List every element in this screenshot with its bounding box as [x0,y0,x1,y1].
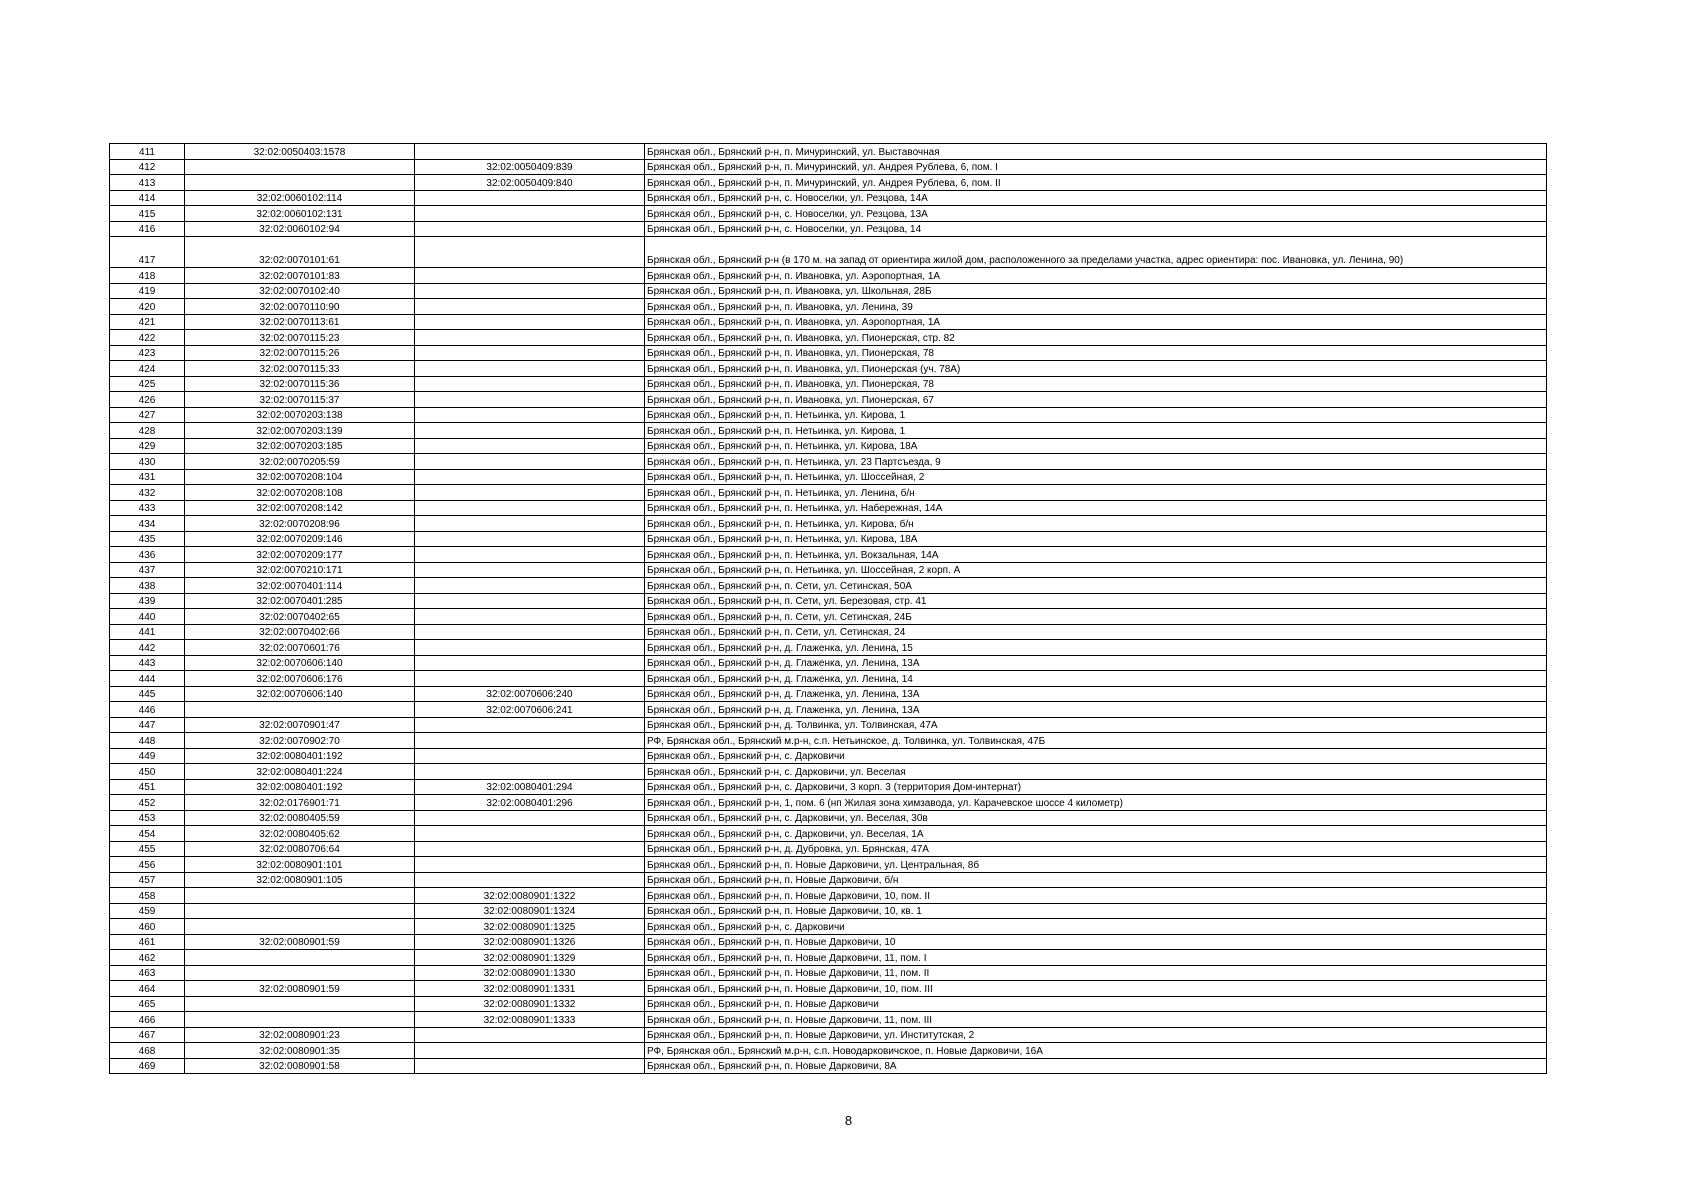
new-cadastral-number-cell [415,733,645,749]
new-cadastral-number-cell: 32:02:0080901:1324 [415,903,645,919]
cadastral-number-cell: 32:02:0080901:35 [185,1043,415,1059]
new-cadastral-number-cell [415,826,645,842]
address-cell: Брянская обл., Брянский р-н, п. Нетьинка, ул. Шоссейная, 2 [645,469,1547,485]
new-cadastral-number-cell [415,593,645,609]
new-cadastral-number-cell: 32:02:0080901:1331 [415,981,645,997]
address-cell: Брянская обл., Брянский р-н, с. Новоселки, ул. Резцова, 13А [645,206,1547,222]
table-row [110,547,1547,563]
table-row [110,407,1547,423]
table-row [110,655,1547,671]
new-cadastral-number-cell [415,299,645,315]
new-cadastral-number-cell [415,314,645,330]
cadastral-number-cell: 32:02:0070115:33 [185,361,415,377]
cadastral-number-cell: 32:02:0070208:108 [185,485,415,501]
cadastral-number-cell: 32:02:0070402:66 [185,624,415,640]
new-cadastral-number-cell [415,392,645,408]
page-number: 8 [844,1113,853,1128]
address-cell: Брянская обл., Брянский р-н, п. Новые Дарковичи, 10 [645,934,1547,950]
cadastral-number-cell: 32:02:0070208:104 [185,469,415,485]
row-number-cell: 429 [110,438,185,454]
row-number-cell: 444 [110,671,185,687]
new-cadastral-number-cell [415,500,645,516]
new-cadastral-number-cell [415,407,645,423]
row-number-cell: 469 [110,1058,185,1074]
row-number-cell: 426 [110,392,185,408]
table-row [110,423,1547,439]
cadastral-number-cell: 32:02:0060102:131 [185,206,415,222]
address-cell: Брянская обл., Брянский р-н, с. Дарковичи, ул. Веселая [645,764,1547,780]
cadastral-number-cell: 32:02:0070203:139 [185,423,415,439]
address-cell: Брянская обл., Брянский р-н, п. Нетьинка, ул. Кирова, 18А [645,438,1547,454]
new-cadastral-number-cell [415,330,645,346]
new-cadastral-number-cell [415,454,645,470]
table-row [110,469,1547,485]
address-cell: Брянская обл., Брянский р-н, п. Новые Дарковичи, 10, пом. II [645,888,1547,904]
table-row [110,857,1547,873]
new-cadastral-number-cell [415,640,645,656]
table-row [110,376,1547,392]
table-row [110,919,1547,935]
table-row [110,810,1547,826]
new-cadastral-number-cell [415,206,645,222]
new-cadastral-number-cell [415,531,645,547]
row-number-cell: 453 [110,810,185,826]
address-cell: Брянская обл., Брянский р-н, п. Сети, ул. Сетинская, 50А [645,578,1547,594]
address-cell: Брянская обл., Брянский р-н, с. Новоселки, ул. Резцова, 14 [645,221,1547,237]
new-cadastral-number-cell [415,562,645,578]
table-row [110,702,1547,718]
row-number-cell: 413 [110,175,185,191]
row-number-cell: 441 [110,624,185,640]
address-cell: Брянская обл., Брянский р-н, п. Ивановка, ул. Пионерская, 78 [645,345,1547,361]
table-row [110,841,1547,857]
cadastral-number-cell: 32:02:0080901:59 [185,934,415,950]
new-cadastral-number-cell: 32:02:0080901:1329 [415,950,645,966]
new-cadastral-number-cell [415,361,645,377]
row-number-cell: 428 [110,423,185,439]
table-row [110,671,1547,687]
address-cell: Брянская обл., Брянский р-н, п. Новые Дарковичи, 11, пом. II [645,965,1547,981]
row-number-cell: 465 [110,996,185,1012]
address-cell: Брянская обл., Брянский р-н, п. Нетьинка, ул. Кирова, 18А [645,531,1547,547]
new-cadastral-number-cell: 32:02:0080901:1330 [415,965,645,981]
new-cadastral-number-cell [415,190,645,206]
address-cell: Брянская обл., Брянский р-н, п. Новые Дарковичи, 10, кв. 1 [645,903,1547,919]
cadastral-number-cell: 32:02:0070110:90 [185,299,415,315]
table-row [110,268,1547,284]
row-number-cell: 435 [110,531,185,547]
row-number-cell: 452 [110,795,185,811]
table-row [110,345,1547,361]
cadastral-number-cell: 32:02:0070209:146 [185,531,415,547]
table-row [110,361,1547,377]
new-cadastral-number-cell [415,717,645,733]
cadastral-number-cell: 32:02:0080706:64 [185,841,415,857]
address-cell: Брянская обл., Брянский р-н, п. Новые Дарковичи, ул. Центральная, 8б [645,857,1547,873]
cadastral-number-cell: 32:02:0080901:23 [185,1027,415,1043]
table-body [110,144,1547,1074]
cadastral-number-cell: 32:02:0070102:40 [185,283,415,299]
address-cell: Брянская обл., Брянский р-н, д. Глаженка, ул. Ленина, 13А [645,655,1547,671]
row-number-cell: 427 [110,407,185,423]
row-number-cell: 438 [110,578,185,594]
cadastral-number-cell [185,965,415,981]
row-number-cell: 451 [110,779,185,795]
row-number-cell: 411 [110,144,185,160]
cadastral-number-cell: 32:02:0070401:114 [185,578,415,594]
row-number-cell: 431 [110,469,185,485]
row-number-cell: 421 [110,314,185,330]
address-cell: Брянская обл., Брянский р-н, п. Новые Дарковичи, ул. Институтская, 2 [645,1027,1547,1043]
table-row [110,578,1547,594]
new-cadastral-number-cell [415,1027,645,1043]
new-cadastral-number-cell [415,283,645,299]
row-number-cell: 460 [110,919,185,935]
cadastral-number-cell: 32:02:0176901:71 [185,795,415,811]
cadastral-number-cell [185,175,415,191]
row-number-cell: 458 [110,888,185,904]
address-cell: Брянская обл., Брянский р-н, п. Ивановка, ул. Пионерская, 67 [645,392,1547,408]
address-cell: Брянская обл., Брянский р-н, п. Нетьинка, ул. Кирова, 1 [645,423,1547,439]
address-cell: Брянская обл., Брянский р-н, п. Мичуринский, ул. Андрея Рублева, 6, пом. II [645,175,1547,191]
row-number-cell: 434 [110,516,185,532]
table-row [110,1012,1547,1028]
new-cadastral-number-cell [415,469,645,485]
new-cadastral-number-cell: 32:02:0070606:241 [415,702,645,718]
row-number-cell: 462 [110,950,185,966]
cadastral-number-cell: 32:02:0070115:23 [185,330,415,346]
new-cadastral-number-cell [415,857,645,873]
cadastral-number-cell [185,888,415,904]
table-row [110,330,1547,346]
row-number-cell: 432 [110,485,185,501]
address-cell: Брянская обл., Брянский р-н, п. Нетьинка, ул. 23 Партсъезда, 9 [645,454,1547,470]
row-number-cell: 457 [110,872,185,888]
cadastral-number-cell: 32:02:0070209:177 [185,547,415,563]
row-number-cell: 468 [110,1043,185,1059]
table-row [110,144,1547,160]
address-cell: Брянская обл., Брянский р-н, с. Дарковичи [645,919,1547,935]
new-cadastral-number-cell [415,764,645,780]
table-row [110,1027,1547,1043]
row-number-cell: 456 [110,857,185,873]
address-cell: Брянская обл., Брянский р-н, с. Дарковичи, ул. Веселая, 1А [645,826,1547,842]
address-cell: Брянская обл., Брянский р-н, п. Ивановка, ул. Пионерская, 78 [645,376,1547,392]
row-number-cell: 467 [110,1027,185,1043]
new-cadastral-number-cell [415,1043,645,1059]
row-number-cell: 422 [110,330,185,346]
row-number-cell: 455 [110,841,185,857]
row-number-cell: 417 [110,237,185,268]
row-number-cell: 415 [110,206,185,222]
address-cell: Брянская обл., Брянский р-н, п. Нетьинка, ул. Вокзальная, 14А [645,547,1547,563]
new-cadastral-number-cell [415,624,645,640]
new-cadastral-number-cell [415,872,645,888]
table-row [110,1043,1547,1059]
address-cell: Брянская обл., Брянский р-н, п. Ивановка, ул. Аэропортная, 1А [645,268,1547,284]
new-cadastral-number-cell [415,144,645,160]
cadastral-number-cell [185,1012,415,1028]
row-number-cell: 466 [110,1012,185,1028]
table-row [110,624,1547,640]
table-row [110,640,1547,656]
new-cadastral-number-cell: 32:02:0080901:1325 [415,919,645,935]
address-cell: Брянская обл., Брянский р-н, п. Мичуринский, ул. Выставочная [645,144,1547,160]
cadastral-number-cell: 32:02:0070115:26 [185,345,415,361]
new-cadastral-number-cell: 32:02:0050409:840 [415,175,645,191]
address-cell: Брянская обл., Брянский р-н, с. Дарковичи [645,748,1547,764]
cadastral-number-cell [185,919,415,935]
table-row [110,733,1547,749]
new-cadastral-number-cell [415,841,645,857]
address-cell: Брянская обл., Брянский р-н, д. Глаженка, ул. Ленина, 13А [645,702,1547,718]
row-number-cell: 449 [110,748,185,764]
new-cadastral-number-cell: 32:02:0080901:1326 [415,934,645,950]
address-cell: Брянская обл., Брянский р-н, п. Нетьинка, ул. Кирова, б/н [645,516,1547,532]
address-cell: Брянская обл., Брянский р-н, с. Дарковичи, ул. Веселая, 30в [645,810,1547,826]
table-row [110,438,1547,454]
new-cadastral-number-cell [415,578,645,594]
table-row [110,826,1547,842]
cadastral-number-cell: 32:02:0060102:94 [185,221,415,237]
new-cadastral-number-cell: 32:02:0070606:240 [415,686,645,702]
address-cell: Брянская обл., Брянский р-н, п. Ивановка, ул. Школьная, 28Б [645,283,1547,299]
table-row [110,795,1547,811]
new-cadastral-number-cell [415,810,645,826]
table-row [110,764,1547,780]
cadastral-number-cell [185,903,415,919]
new-cadastral-number-cell: 32:02:0080901:1332 [415,996,645,1012]
new-cadastral-number-cell [415,221,645,237]
new-cadastral-number-cell [415,345,645,361]
cadastral-number-cell: 32:02:0070210:171 [185,562,415,578]
address-cell: Брянская обл., Брянский р-н, п. Нетьинка, ул. Шоссейная, 2 корп. А [645,562,1547,578]
new-cadastral-number-cell [415,671,645,687]
address-cell: Брянская обл., Брянский р-н, д. Глаженка, ул. Ленина, 14 [645,671,1547,687]
address-cell: Брянская обл., Брянский р-н, п. Новые Дарковичи [645,996,1547,1012]
address-cell: Брянская обл., Брянский р-н, д. Дубровка, ул. Брянская, 47А [645,841,1547,857]
table-row [110,485,1547,501]
table-row [110,717,1547,733]
row-number-cell: 418 [110,268,185,284]
cadastral-number-cell: 32:02:0070113:61 [185,314,415,330]
cadastral-number-cell: 32:02:0070606:176 [185,671,415,687]
table-row [110,314,1547,330]
table-row [110,206,1547,222]
table-row [110,686,1547,702]
address-cell: Брянская обл., Брянский р-н, п. Новые Дарковичи, 11, пом. I [645,950,1547,966]
new-cadastral-number-cell [415,376,645,392]
new-cadastral-number-cell: 32:02:0080901:1333 [415,1012,645,1028]
row-number-cell: 442 [110,640,185,656]
address-cell: Брянская обл., Брянский р-н, п. Нетьинка, ул. Кирова, 1 [645,407,1547,423]
row-number-cell: 445 [110,686,185,702]
address-cell: Брянская обл., Брянский р-н, п. Ивановка, ул. Пионерская (уч. 78А) [645,361,1547,377]
cadastral-number-cell [185,702,415,718]
cadastral-number-cell: 32:02:0070101:61 [185,237,415,268]
table-row [110,237,1547,268]
address-cell: Брянская обл., Брянский р-н, п. Сети, ул. Березовая, стр. 41 [645,593,1547,609]
cadastral-number-cell: 32:02:0080401:224 [185,764,415,780]
new-cadastral-number-cell: 32:02:0080401:296 [415,795,645,811]
cadastral-number-cell: 32:02:0070606:140 [185,655,415,671]
row-number-cell: 414 [110,190,185,206]
cadastral-number-cell: 32:02:0070115:37 [185,392,415,408]
cadastral-number-cell: 32:02:0060102:114 [185,190,415,206]
cadastral-number-cell: 32:02:0080901:58 [185,1058,415,1074]
table-row [110,965,1547,981]
table-row [110,779,1547,795]
table-row [110,500,1547,516]
new-cadastral-number-cell [415,268,645,284]
cadastral-number-cell [185,950,415,966]
address-cell: РФ, Брянская обл., Брянский м.р-н, с.п. Новодарковичское, п. Новые Дарковичи, 16А [645,1043,1547,1059]
row-number-cell: 433 [110,500,185,516]
table-row [110,190,1547,206]
cadastral-table [109,143,1547,1074]
new-cadastral-number-cell: 32:02:0080901:1322 [415,888,645,904]
table-row [110,888,1547,904]
cadastral-number-cell: 32:02:0080401:192 [185,748,415,764]
row-number-cell: 416 [110,221,185,237]
new-cadastral-number-cell [415,655,645,671]
row-number-cell: 412 [110,159,185,175]
address-cell: Брянская обл., Брянский р-н, п. Ивановка, ул. Ленина, 39 [645,299,1547,315]
new-cadastral-number-cell [415,423,645,439]
table-row [110,609,1547,625]
cadastral-number-cell: 32:02:0080901:101 [185,857,415,873]
row-number-cell: 419 [110,283,185,299]
address-cell: Брянская обл., Брянский р-н, п. Сети, ул. Сетинская, 24 [645,624,1547,640]
table-row [110,872,1547,888]
cadastral-number-cell: 32:02:0080901:59 [185,981,415,997]
address-cell: Брянская обл., Брянский р-н, п. Новые Дарковичи, 10, пом. III [645,981,1547,997]
address-cell: Брянская обл., Брянский р-н, п. Новые Дарковичи, 8А [645,1058,1547,1074]
cadastral-number-cell [185,159,415,175]
address-cell: Брянская обл., Брянский р-н, с. Новоселки, ул. Резцова, 14А [645,190,1547,206]
cadastral-number-cell: 32:02:0080901:105 [185,872,415,888]
row-number-cell: 420 [110,299,185,315]
address-cell: Брянская обл., Брянский р-н, д. Глаженка, ул. Ленина, 15 [645,640,1547,656]
row-number-cell: 443 [110,655,185,671]
row-number-cell: 448 [110,733,185,749]
cadastral-number-cell: 32:02:0070208:96 [185,516,415,532]
address-cell: Брянская обл., Брянский р-н, п. Нетьинка, ул. Набережная, 14А [645,500,1547,516]
new-cadastral-number-cell: 32:02:0080401:294 [415,779,645,795]
new-cadastral-number-cell [415,748,645,764]
table-row [110,996,1547,1012]
table-row [110,950,1547,966]
table-row [110,454,1547,470]
new-cadastral-number-cell [415,485,645,501]
row-number-cell: 461 [110,934,185,950]
new-cadastral-number-cell [415,237,645,268]
new-cadastral-number-cell [415,547,645,563]
table-row [110,981,1547,997]
cadastral-number-cell: 32:02:0070401:285 [185,593,415,609]
table-row [110,159,1547,175]
address-cell: Брянская обл., Брянский р-н, п. Ивановка, ул. Аэропортная, 1А [645,314,1547,330]
cadastral-number-cell: 32:02:0070402:65 [185,609,415,625]
cadastral-number-cell: 32:02:0050403:1578 [185,144,415,160]
table-row [110,175,1547,191]
row-number-cell: 424 [110,361,185,377]
new-cadastral-number-cell [415,1058,645,1074]
address-cell: Брянская обл., Брянский р-н, п. Ивановка, ул. Пионерская, стр. 82 [645,330,1547,346]
row-number-cell: 464 [110,981,185,997]
table-row [110,283,1547,299]
address-cell: Брянская обл., Брянский р-н, п. Новые Дарковичи, б/н [645,872,1547,888]
table-row [110,516,1547,532]
cadastral-number-cell: 32:02:0070115:36 [185,376,415,392]
address-cell: Брянская обл., Брянский р-н, п. Новые Дарковичи, 11, пом. III [645,1012,1547,1028]
address-cell: Брянская обл., Брянский р-н, д. Глаженка, ул. Ленина, 13А [645,686,1547,702]
cadastral-number-cell: 32:02:0080405:59 [185,810,415,826]
row-number-cell: 439 [110,593,185,609]
row-number-cell: 436 [110,547,185,563]
table-row [110,748,1547,764]
row-number-cell: 450 [110,764,185,780]
cadastral-number-cell: 32:02:0070203:185 [185,438,415,454]
row-number-cell: 440 [110,609,185,625]
table-row [110,934,1547,950]
address-cell: Брянская обл., Брянский р-н, п. Нетьинка, ул. Ленина, б/н [645,485,1547,501]
address-cell: Брянская обл., Брянский р-н, д. Толвинка, ул. Толвинская, 47А [645,717,1547,733]
cadastral-number-cell: 32:02:0080401:192 [185,779,415,795]
new-cadastral-number-cell: 32:02:0050409:839 [415,159,645,175]
cadastral-number-cell: 32:02:0070101:83 [185,268,415,284]
table-row [110,562,1547,578]
row-number-cell: 437 [110,562,185,578]
cadastral-number-cell: 32:02:0070208:142 [185,500,415,516]
table-row [110,221,1547,237]
table-row [110,903,1547,919]
row-number-cell: 446 [110,702,185,718]
cadastral-number-cell: 32:02:0080405:62 [185,826,415,842]
table-row [110,392,1547,408]
new-cadastral-number-cell [415,609,645,625]
row-number-cell: 430 [110,454,185,470]
row-number-cell: 454 [110,826,185,842]
address-cell: Брянская обл., Брянский р-н, 1, пом. 6 (нп Жилая зона химзавода, ул. Карачевское шоссе 4 километр) [645,795,1547,811]
table-row [110,1058,1547,1074]
cadastral-number-cell: 32:02:0070901:47 [185,717,415,733]
table-row [110,299,1547,315]
cadastral-number-cell: 32:02:0070601:76 [185,640,415,656]
cadastral-number-cell: 32:02:0070203:138 [185,407,415,423]
address-cell: Брянская обл., Брянский р-н (в 170 м. на запад от ориентира жилой дом, расположенного за пределами участка, адрес ориентира: пос. Ивановка, ул. Ленина, 90) [645,237,1547,268]
address-cell: Брянская обл., Брянский р-н, с. Дарковичи, 3 корп. 3 (территория Дом-интернат) [645,779,1547,795]
cadastral-number-cell: 32:02:0070606:140 [185,686,415,702]
table-row [110,593,1547,609]
row-number-cell: 463 [110,965,185,981]
row-number-cell: 459 [110,903,185,919]
cadastral-number-cell: 32:02:0070902:70 [185,733,415,749]
address-cell: Брянская обл., Брянский р-н, п. Сети, ул. Сетинская, 24Б [645,609,1547,625]
cadastral-number-cell [185,996,415,1012]
address-cell: Брянская обл., Брянский р-н, п. Мичуринский, ул. Андрея Рублева, 6, пом. I [645,159,1547,175]
cadastral-number-cell: 32:02:0070205:59 [185,454,415,470]
address-cell: РФ, Брянская обл., Брянский м.р-н, с.п. Нетьинское, д. Толвинка, ул. Толвинская, 47Б [645,733,1547,749]
new-cadastral-number-cell [415,438,645,454]
row-number-cell: 447 [110,717,185,733]
row-number-cell: 425 [110,376,185,392]
table-row [110,531,1547,547]
row-number-cell: 423 [110,345,185,361]
new-cadastral-number-cell [415,516,645,532]
